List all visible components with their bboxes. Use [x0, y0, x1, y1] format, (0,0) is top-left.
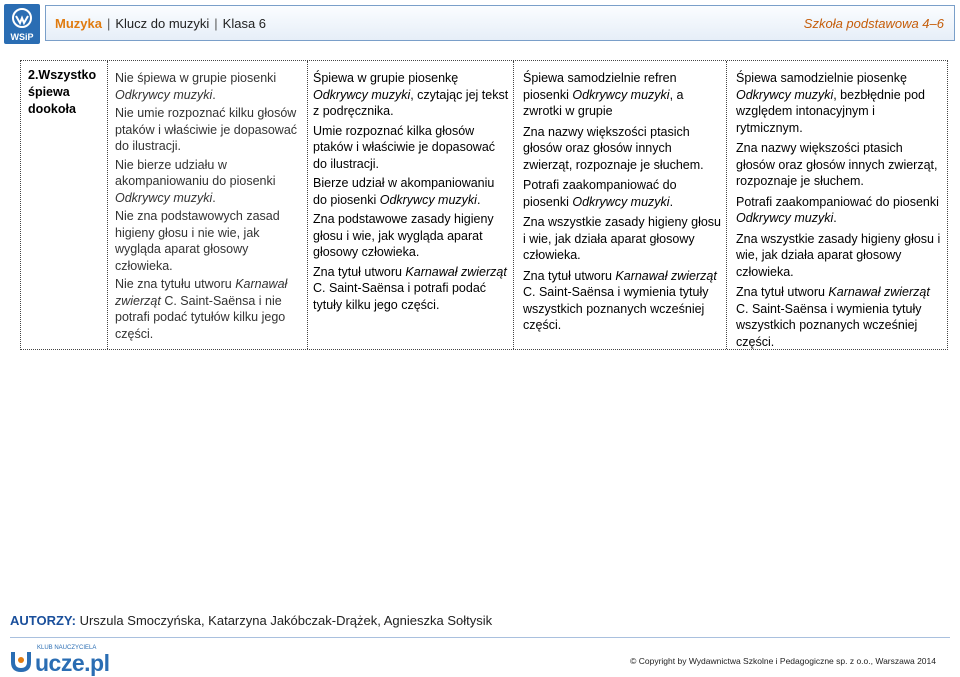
- criterion-item: [736, 284, 945, 350]
- criterion-title-italic: Odkrywcy muzyki: [736, 87, 834, 102]
- grade-column-3: [308, 61, 514, 349]
- criterion-item: [736, 231, 945, 281]
- criterion-text: Zna nazwy większości ptasich głosów oraz głosów innych zwierząt, rozpoznaje je słuchem.: [736, 141, 938, 188]
- criterion-item: [523, 214, 722, 264]
- criterion-title-italic: Odkrywcy muzyki: [572, 87, 670, 102]
- criterion-item: [313, 123, 509, 173]
- criterion-title-italic: Odkrywcy muzyki: [379, 192, 477, 207]
- criterion-title-italic: Odkrywcy muzyki: [572, 194, 670, 209]
- criterion-text: Zna tytuł utworu: [313, 264, 406, 279]
- criterion-text: Zna wszystkie zasady higieny głosu i wie, jak działa aparat głosowy człowieka.: [736, 231, 941, 279]
- criterion-text: .: [669, 194, 674, 209]
- criterion-text: Nie śpiewa w grupie piosenki: [115, 71, 277, 85]
- criterion-text: Nie zna podstawowych zasad higieny głosu i nie wie, jak wygląda aparat głosowy człowieka.: [115, 209, 280, 273]
- criterion-text: , bezbłędnie pod względem intonacyjnym i rytmicznym.: [736, 87, 925, 135]
- authors-line: [10, 613, 492, 628]
- section-title: 2.Wszystko śpiewa dookoła: [28, 68, 97, 116]
- criterion-text: Zna tytuł utworu: [523, 268, 616, 283]
- school-level: Szkoła podstawowa 4–6: [803, 16, 944, 31]
- wsip-emblem-icon: [9, 7, 35, 29]
- authors-names: Urszula Smoczyńska, Katarzyna Jakóbczak-Drążek, Agnieszka Sołtysik: [79, 613, 493, 628]
- criterion-text: Zna nazwy większości ptasich głosów oraz głosów innych zwierząt, rozpoznaje je słuchem.: [523, 124, 704, 172]
- grade-column-5: [727, 61, 949, 349]
- criterion-title-italic: Odkrywcy muzyki: [115, 190, 213, 205]
- brand-label: ucze.pl: [35, 650, 110, 676]
- criterion-item: [736, 140, 945, 190]
- criterion-text: C. Saint-Saënsa i potrafi podać tytuły kilku jego części.: [313, 281, 487, 312]
- wsip-logo: [4, 4, 40, 44]
- criterion-text: Nie bierze udziału w akompaniowaniu do piosenki: [115, 157, 276, 188]
- criterion-item: [523, 177, 722, 210]
- criterion-item: [523, 268, 722, 334]
- criterion-text: .: [212, 190, 216, 205]
- subject-label: Muzyka: [55, 16, 102, 31]
- grade-label: Klasa 6: [222, 16, 267, 31]
- criterion-text: .: [476, 192, 481, 207]
- criterion-text: .: [833, 211, 837, 225]
- criterion-text: Nie zna tytułu utworu: [115, 277, 236, 291]
- criterion-text: Potrafi zaakompaniować do piosenki: [736, 194, 939, 209]
- ucze-logo-icon: [10, 648, 32, 674]
- criterion-text: .: [212, 87, 216, 102]
- criterion-text: Umie rozpoznać kilka głosów ptaków i właściwie je dopasować do ilustracji.: [313, 123, 496, 171]
- criterion-title-italic: Odkrywcy muzyki: [736, 211, 834, 225]
- criterion-title-italic: Karnawał zwierząt: [828, 285, 930, 299]
- ucze-pl-logo: [10, 645, 110, 676]
- criterion-text: C. Saint-Saënsa i nie potrafi podać tytułów kilku jego części.: [115, 293, 286, 341]
- criterion-text: Potrafi zaakompaniować do piosenki: [523, 178, 677, 209]
- logo-text: WSiP: [10, 32, 34, 42]
- criterion-item: [115, 70, 303, 103]
- criterion-title-italic: Karnawał zwierząt: [405, 264, 507, 279]
- criterion-item: [313, 211, 509, 261]
- copyright-notice: © Copyright by Wydawnictwa Szkolne i Pedagogiczne sp. z o.o., Warszawa 2014: [630, 656, 936, 666]
- separator: |: [214, 16, 218, 31]
- criterion-item: [115, 105, 303, 155]
- criterion-text: Bierze udział w akompaniowaniu do piosenki: [313, 176, 495, 207]
- series-label: Klucz do muzyki: [115, 16, 210, 31]
- club-label: KLUB NAUCZYCIELA: [37, 645, 97, 651]
- criterion-text: Nie umie rozpoznać kilku głosów ptaków i właściwie je dopasować do ilustracji.: [115, 106, 298, 153]
- criterion-text: Zna tytuł utworu: [736, 285, 829, 299]
- criterion-title-italic: Odkrywcy muzyki: [115, 87, 213, 102]
- criterion-text: , czytając jej tekst z podręcznika.: [313, 87, 509, 118]
- criterion-text: Śpiewa samodzielnie piosenkę: [736, 71, 907, 85]
- criterion-title-italic: Karnawał zwierząt: [115, 277, 288, 308]
- criterion-title-italic: Odkrywcy muzyki: [313, 87, 411, 102]
- grade-column-2: [108, 61, 308, 349]
- criterion-item: [313, 70, 509, 120]
- requirements-table: [20, 60, 948, 350]
- grade-column-4: [514, 61, 727, 349]
- criterion-text: Zna wszystkie zasady higieny głosu i wie, jak działa aparat głosowy człowieka.: [523, 215, 722, 262]
- criterion-text: , a zwrotki w grupie: [523, 87, 684, 118]
- header-title: [55, 16, 266, 31]
- criterion-text: Śpiewa samodzielnie refren piosenki: [523, 71, 677, 102]
- criterion-text: Śpiewa w grupie piosenkę: [313, 71, 459, 85]
- criterion-text: C. Saint-Saënsa i wymienia tytuły wszystkich poznanych wcześniej części.: [736, 301, 922, 349]
- authors-label: AUTORZY:: [10, 613, 76, 628]
- criterion-item: [313, 264, 509, 314]
- footer-divider: [10, 637, 950, 638]
- separator: |: [106, 16, 111, 31]
- header-bar: [45, 5, 955, 41]
- criterion-text: C. Saint-Saënsa i wymienia tytuły wszystkich poznanych wcześniej części.: [523, 285, 709, 332]
- criterion-title-italic: Karnawał zwierząt: [615, 268, 717, 283]
- criterion-text: Zna podstawowe zasady higieny głosu i wie, jak wygląda aparat głosowy człowieka.: [313, 212, 494, 259]
- criterion-item: [736, 194, 945, 227]
- criterion-item: [313, 175, 509, 208]
- criterion-item: [523, 124, 722, 174]
- criterion-item: [115, 208, 303, 274]
- criterion-item: [115, 157, 303, 207]
- criterion-item: [115, 276, 303, 342]
- section-column: [21, 61, 108, 349]
- criterion-item: [523, 70, 722, 120]
- criterion-item: [736, 70, 945, 136]
